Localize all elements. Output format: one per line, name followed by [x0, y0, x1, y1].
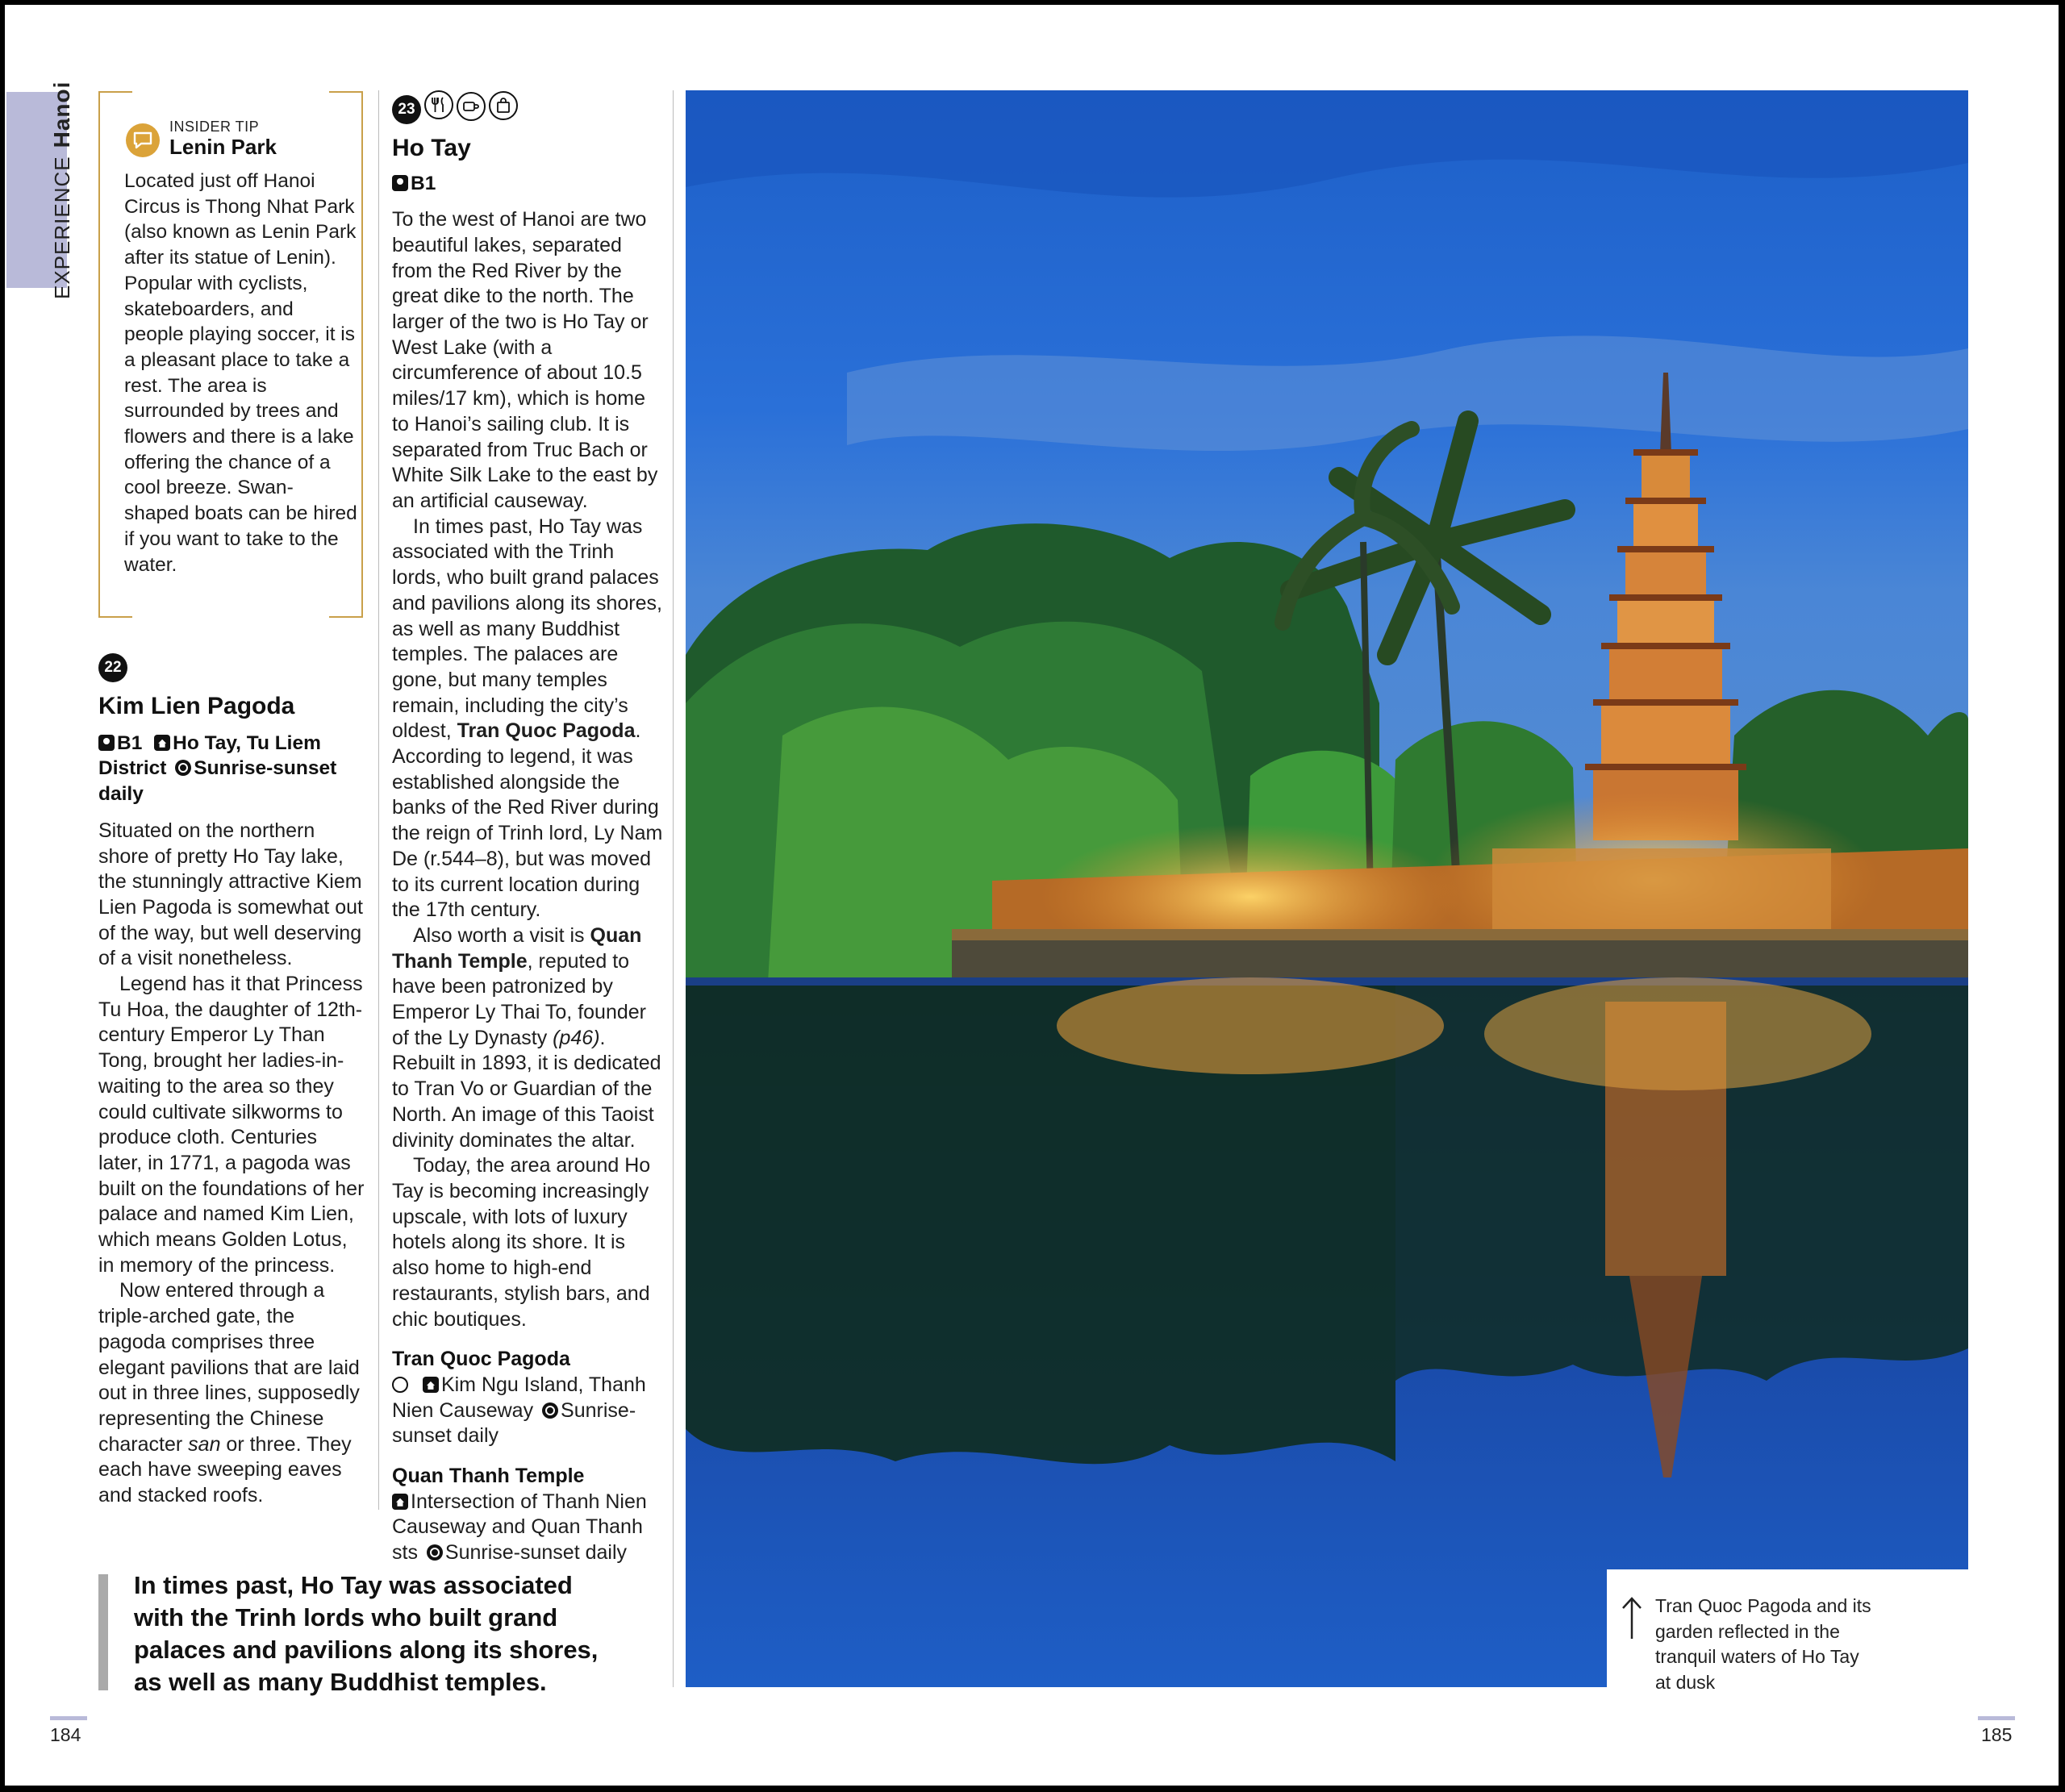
page-number-right: 185 [1981, 1724, 2013, 1745]
ho-tay-paragraph-4: Today, the area around Ho Tay is becoming increasingly upscale, with lots of luxury hotels along its shore. It is also home to high-end restaurants, stylish bars, and chic boutiques. [392, 1154, 651, 1331]
pull-quote-text: In times past, Ho Tay was associated with the Trinh lords who built grand palaces and pavilions along its shores, as well as many Buddhist temples. [134, 1571, 599, 1696]
address-icon [392, 1494, 408, 1510]
photo-caption [1607, 1569, 1970, 1698]
kim-lien-entry [98, 653, 365, 1509]
pagoda-photo [686, 90, 1968, 1687]
clock-icon [542, 1402, 558, 1419]
insider-tip-text: Located just off Hanoi Circus is Thong Nhat Park (also known as Lenin Park after its statue of Lenin). Popular with cyclists, skateboarders, and people playing soccer, it is a pleasant place to take a rest. The area is surrounded by trees and flowers and there is a lake offering the chance of a cool breeze. Swan-shaped boats can be hired if you want to take to the water. [124, 170, 357, 576]
ho-tay-icons [392, 90, 665, 124]
address-icon [154, 735, 170, 751]
kim-lien-address: Ho Tay, Tu Liem District [98, 731, 321, 780]
restaurant-icon [424, 90, 453, 119]
tran-quoc-address: Kim Ngu Island, Thanh Nien Causeway [392, 1373, 646, 1422]
book-spread [5, 5, 2059, 1786]
quan-thanh-address: Intersection of Thanh Nien Causeway and Quan Thanh sts [392, 1490, 647, 1565]
quan-thanh-title: Quan Thanh Temple [392, 1465, 585, 1488]
address-icon [423, 1377, 439, 1393]
cafe-icon [457, 92, 486, 121]
kim-lien-paragraph-1: Situated on the northern shore of pretty Ho Tay lake, the stunningly attractive Kiem Lien Pagoda is somewhat out of the way, but well deserving of a visit nonetheless. [98, 819, 363, 970]
ho-tay-paragraph-2: In times past, Ho Tay was associated with the Trinh lords, who built grand palaces and pavilions along its shores, as well as many Buddhist temples. The palaces are gone, but many temples remain, including the city’s oldest, Tran Quoc Pagoda. According to legend, it was established alongside the banks of the Red River during the reign of Trinh lord, Ly Nam De (r.544–8), but was moved to its current location during the 17th century. [392, 515, 663, 922]
shopping-icon [489, 91, 518, 120]
clock-icon [427, 1544, 443, 1561]
entry-number-23: 23 [392, 95, 421, 124]
folio-bar-right [1978, 1716, 2015, 1720]
ho-tay-title: Ho Tay [392, 134, 471, 161]
running-head-section: EXPERIENCE [50, 156, 74, 299]
ho-tay-entry [392, 90, 665, 1566]
kim-lien-meta [98, 731, 365, 807]
folio-bar-left [50, 1716, 87, 1720]
running-head-city: Hanoi [49, 81, 74, 148]
column-rule-2 [673, 90, 674, 1687]
ho-tay-paragraph-3: Also worth a visit is Quan Thanh Temple, reputed to have been patronized by Emperor Ly Thai To, founder of the Ly Dynasty (p46). Rebuilt in 1893, it is dedicated to Tran Vo or Guardian of the North. An image of this Taoist divinity dominates the altar. [392, 923, 661, 1152]
insider-tip-title: Lenin Park [169, 135, 277, 159]
tran-quoc-title: Tran Quoc Pagoda [392, 1348, 570, 1371]
clock-icon [175, 760, 191, 776]
map-pin-icon [392, 175, 408, 191]
insider-tip-box [98, 91, 363, 618]
kim-lien-paragraph-2: Legend has it that Princess Tu Hoa, the daughter of 12th-century Emperor Ly Than Tong, brought her ladies-in-waiting to the area so they could cultivate silkworms to produce cloth. Centuries later, in 1771, a pagoda was built on the foundations of her palace and named Kim Lien, which means Golden Lotus, in memory of the princess. [98, 973, 365, 1277]
tran-quoc-info [392, 1373, 665, 1449]
caption-text: Tran Quoc Pagoda and its garden reflected in the tranquil waters of Ho Tay at dusk [1655, 1595, 1871, 1693]
kim-lien-map-ref: B1 [117, 731, 143, 754]
ho-tay-paragraph-1: To the west of Hanoi are two beautiful lakes, separated from the Red River by the great dike to the north. The larger of the two is Ho Tay or West Lake (with a circumference of about 10.5 miles/17 km), which is home to Hanoi’s sailing club. It is separated from Truc Bach or White Silk Lake to the east by an artificial causeway. [392, 208, 658, 512]
quan-thanh-hours: Sunrise-sunset daily [444, 1541, 628, 1565]
ho-tay-meta [392, 171, 665, 197]
quan-thanh-info [392, 1490, 665, 1566]
insider-tip-label: INSIDER TIP [169, 119, 260, 135]
running-head [49, 81, 75, 299]
entry-number-22: 22 [98, 653, 127, 682]
kim-lien-title: Kim Lien Pagoda [98, 693, 295, 719]
kim-lien-paragraph-3: Now entered through a triple-arched gate, the pagoda comprises three elegant pavilions that are laid out in three lines, supposedly representing the Chinese character san or three. They each have sweeping eaves and stacked roofs. [98, 1279, 360, 1507]
pull-quote-bar [98, 1574, 108, 1690]
kim-lien-hours: Sunrise-sunset daily [98, 757, 337, 806]
column-rule [378, 90, 379, 1510]
speech-bubble-icon [126, 123, 160, 157]
arrow-up-icon [1620, 1595, 1644, 1640]
entry-fee-icon [392, 1377, 408, 1393]
tran-quoc-hours: Sunrise-sunset daily [392, 1398, 636, 1448]
map-pin-icon [98, 735, 115, 751]
page-number-left: 184 [50, 1724, 81, 1745]
ho-tay-map-ref: B1 [411, 172, 436, 194]
